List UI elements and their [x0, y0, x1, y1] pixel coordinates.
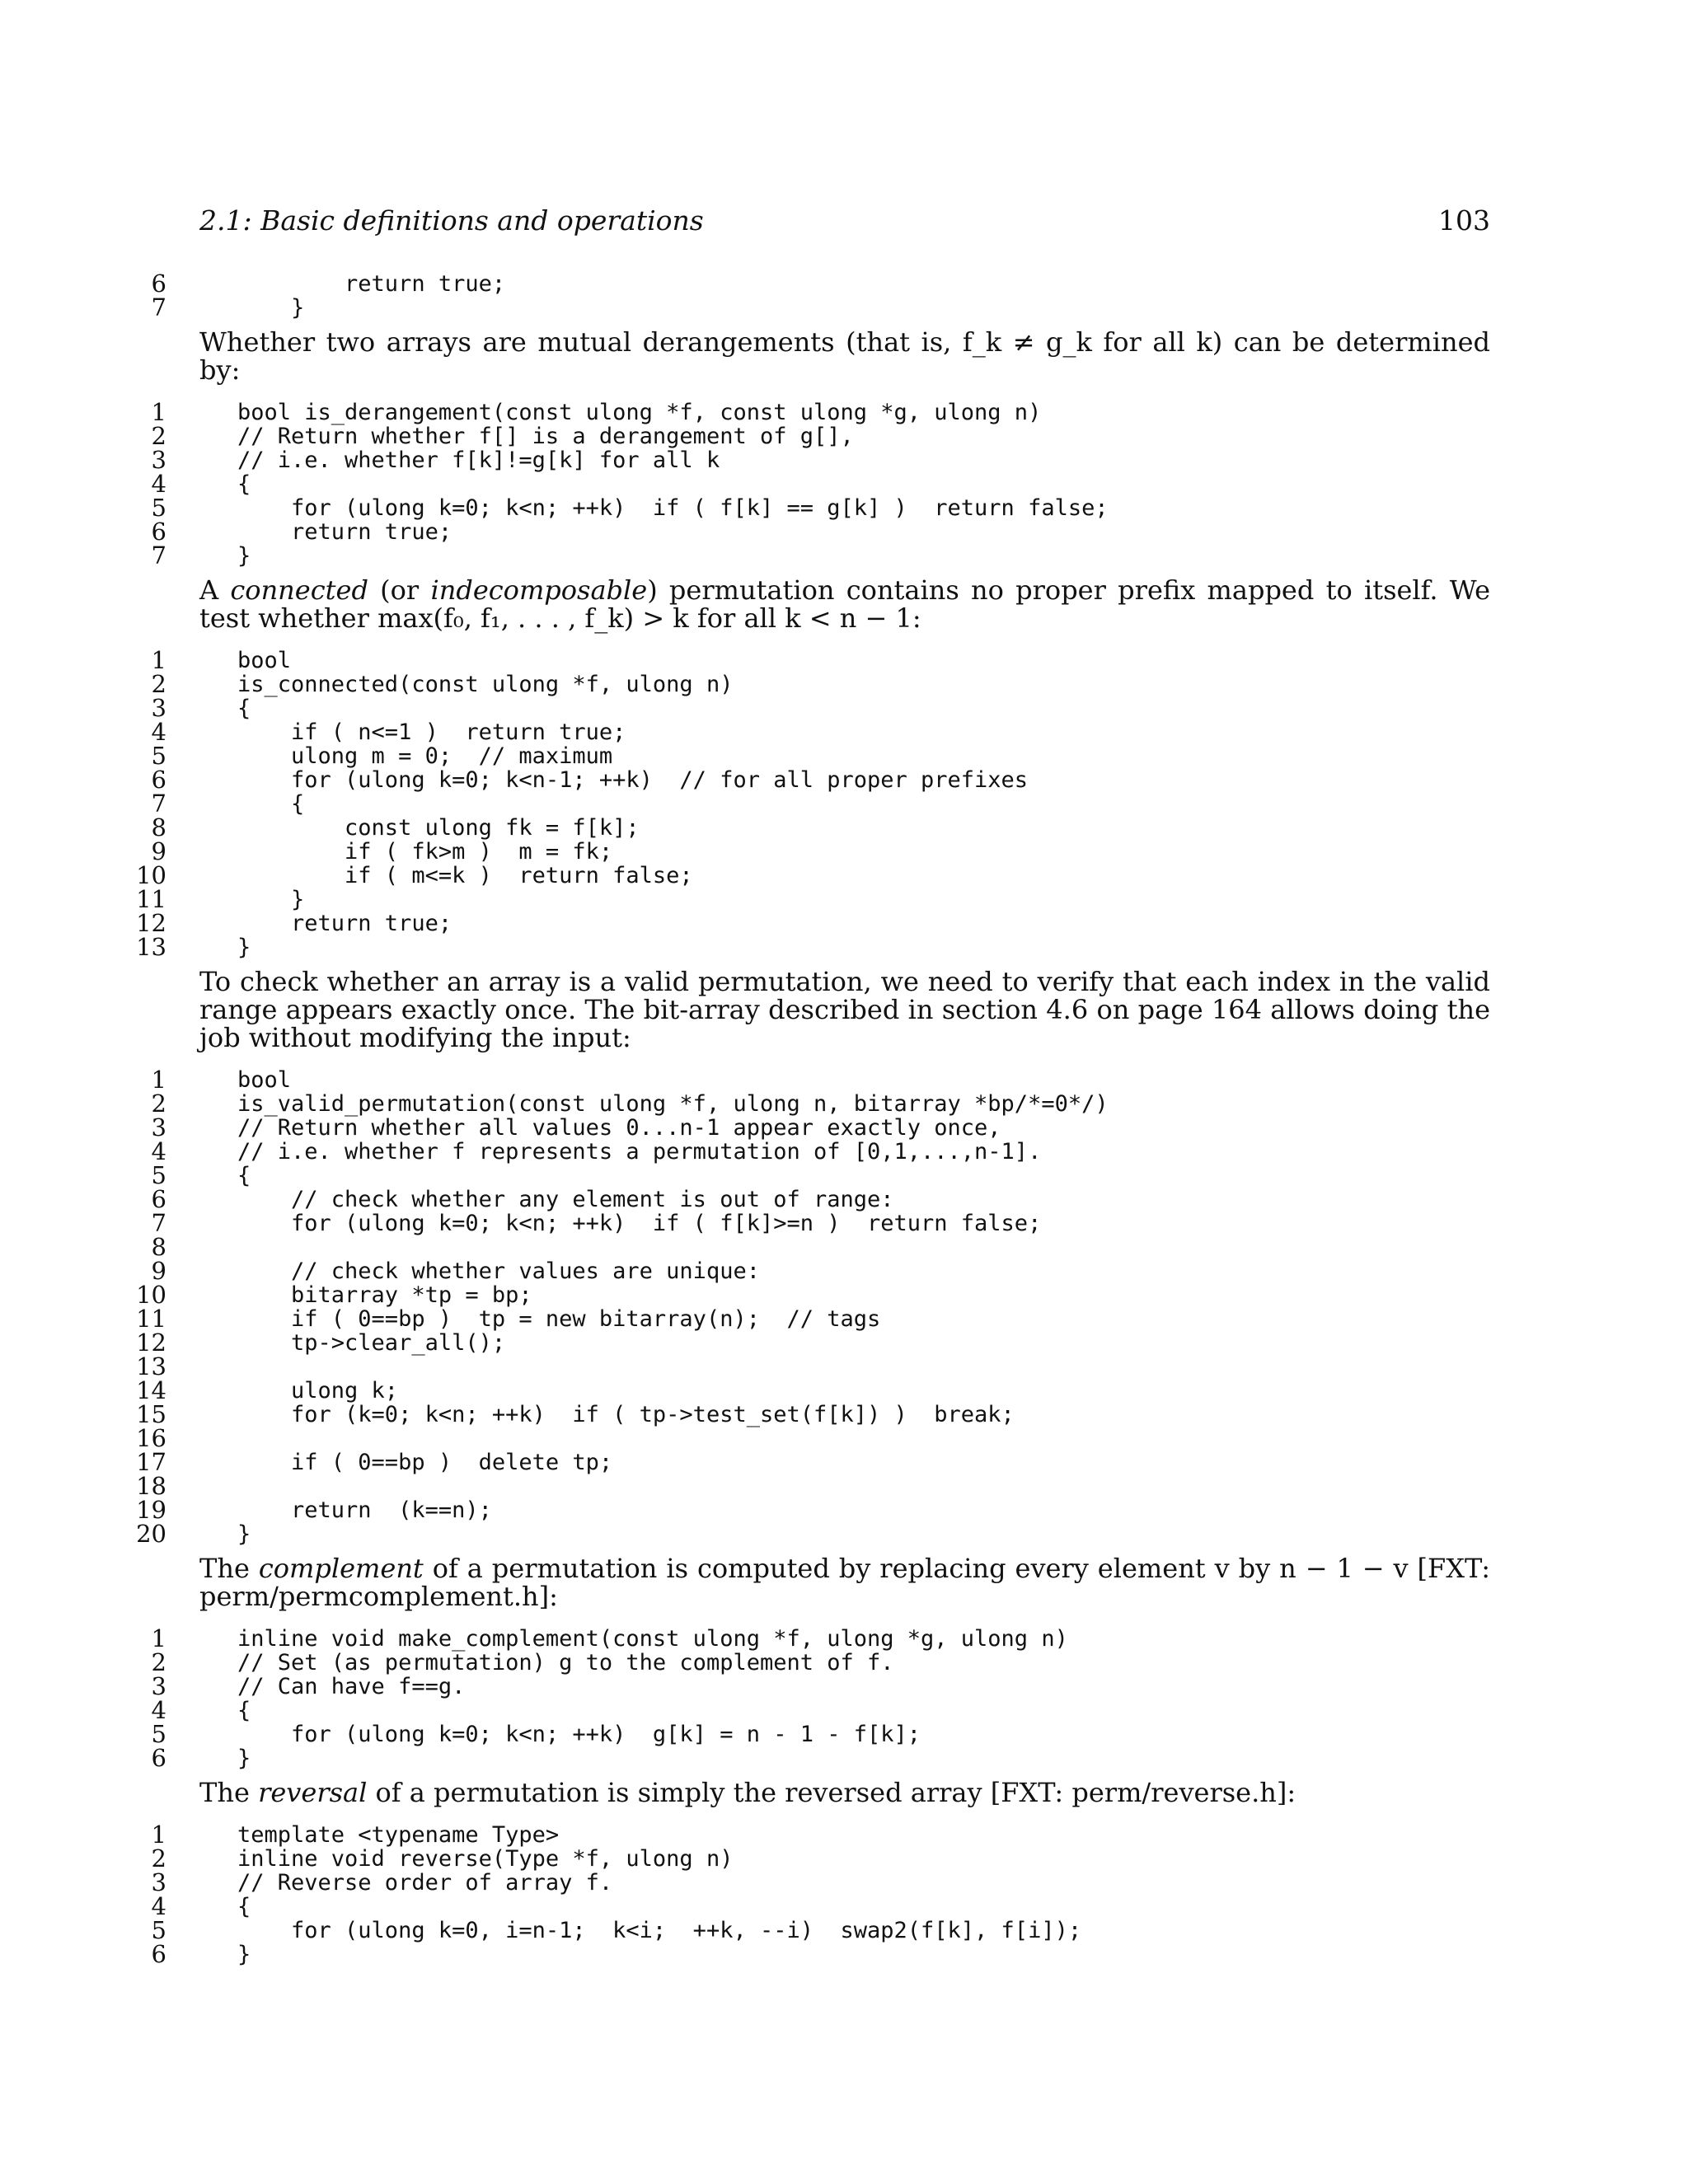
code-line: 4 if ( n<=1 ) return true;: [151, 718, 626, 746]
code-text: bool: [237, 1067, 292, 1093]
code-line: 14 ulong k;: [136, 1376, 399, 1404]
code-line: 12 tp->clear_all();: [136, 1329, 506, 1357]
code-line: 2 // Set (as permutation) g to the complement of f.: [151, 1648, 894, 1676]
code-line: 2 // Return whether f[] is a derangement of g[],: [151, 422, 854, 450]
code-line: 6 }: [151, 1744, 251, 1772]
code-text: }: [237, 1521, 251, 1547]
code-line: 1 bool: [151, 646, 292, 674]
paragraph-valid-permutation: To check whether an array is a valid permutation, we need to verify that each index in the valid range appears exactly once. The bit-array described in section 4.6 on page 164 allows doing the job without modifying the input:: [199, 966, 1490, 1053]
code-line: 13 }: [136, 933, 251, 961]
code-line: 9 // check whether values are unique:: [151, 1257, 760, 1285]
page-body: [136, 269, 1491, 1970]
code-text: // Reverse order of array f.: [237, 1870, 613, 1896]
code-line: 15 for (k=0; k<n; ++k) if ( tp->test_set(f[k]) ) break;: [136, 1400, 1015, 1428]
code-text: {: [237, 696, 251, 721]
term-complement: complement: [258, 1553, 424, 1584]
code-text: for (ulong k=0; k<n; ++k) if ( f[k]>=n ) return false;: [237, 1211, 1042, 1236]
code-listing-0: [151, 269, 1490, 321]
code-line: 8: [151, 1233, 166, 1261]
code-line: 4 // i.e. whether f represents a permutation of [0,1,...,n-1].: [151, 1137, 1042, 1165]
code-text: is_valid_permutation(const ulong *f, ulong n, bitarray *bp/*=0*/): [237, 1091, 1109, 1117]
code-line: 3 // Can have f==g.: [151, 1672, 466, 1700]
code-text: // Set (as permutation) g to the complement of f.: [237, 1650, 894, 1675]
code-line: 9 if ( fk>m ) m = fk;: [151, 837, 613, 865]
code-line: 17 if ( 0==bp ) delete tp;: [136, 1448, 613, 1476]
code-text: const ulong fk = f[k];: [237, 815, 640, 841]
code-text: for (ulong k=0; k<n; ++k) if ( f[k] == g[k] ) return false;: [237, 495, 1109, 521]
code-text: // i.e. whether f represents a permutation of [0,1,...,n-1].: [237, 1139, 1042, 1165]
code-line: 6 return true;: [151, 518, 452, 546]
code-text: for (ulong k=0; k<n; ++k) g[k] = n - 1 - f[k];: [237, 1722, 921, 1747]
paragraph-reversal: The reversal of a permutation is simply the reversed array [FXT: perm/reverse.h]:: [199, 1777, 1296, 1808]
code-text: bool is_derangement(const ulong *f, const ulong *g, ulong n): [237, 400, 1042, 425]
code-line: 5 for (ulong k=0; k<n; ++k) g[k] = n - 1 - f[k];: [151, 1720, 921, 1748]
code-listing-reverse: [151, 1821, 1490, 1968]
code-line: 3 {: [151, 694, 251, 722]
code-text: {: [237, 791, 305, 817]
code-line: 8 const ulong fk = f[k];: [151, 813, 640, 841]
code-line: 6 }: [151, 1940, 251, 1968]
code-text: // Can have f==g.: [237, 1674, 466, 1699]
code-text: bitarray *tp = bp;: [237, 1282, 532, 1308]
code-listing-make-complement: [151, 1624, 1490, 1772]
code-line: 12 return true;: [136, 909, 452, 937]
term-indecomposable: indecomposable: [430, 574, 648, 606]
code-line: 18: [136, 1472, 166, 1500]
code-line: 4 {: [151, 1892, 251, 1920]
code-line: 5 {: [151, 1161, 251, 1189]
code-line: 5 ulong m = 0; // maximum: [151, 742, 613, 770]
code-text: }: [237, 543, 251, 569]
code-text: ulong m = 0; // maximum: [237, 743, 613, 769]
code-text: }: [237, 295, 305, 321]
term-connected: connected: [230, 574, 368, 606]
code-text: if ( fk>m ) m = fk;: [237, 839, 613, 865]
code-text: {: [237, 1698, 251, 1723]
code-text: // i.e. whether f[k]!=g[k] for all k: [237, 448, 720, 473]
code-text: // Return whether all values 0...n-1 appear exactly once,: [237, 1115, 1001, 1141]
code-line: 6 // check whether any element is out of range:: [151, 1185, 894, 1213]
code-text: }: [237, 1746, 251, 1771]
code-text: ulong k;: [237, 1378, 399, 1404]
code-text: {: [237, 1894, 251, 1919]
code-text: }: [237, 887, 305, 912]
running-header: [199, 204, 1490, 244]
code-line: 10 bitarray *tp = bp;: [136, 1281, 532, 1309]
code-line: 19 return (k==n);: [136, 1496, 492, 1524]
code-line: 3 // Reverse order of array f.: [151, 1868, 613, 1896]
code-text: return true;: [237, 911, 452, 936]
code-text: inline void make_complement(const ulong *f, ulong *g, ulong n): [237, 1626, 1068, 1652]
code-text: }: [237, 1942, 251, 1967]
code-line: 1 bool is_derangement(const ulong *f, const ulong *g, ulong n): [151, 398, 1042, 426]
code-line: 1 inline void make_complement(const ulong *f, ulong *g, ulong n): [151, 1624, 1068, 1652]
code-text: if ( n<=1 ) return true;: [237, 719, 626, 745]
code-text: if ( 0==bp ) tp = new bitarray(n); // tags: [237, 1306, 881, 1332]
code-text: // Return whether f[] is a derangement of g[],: [237, 424, 854, 449]
code-line: 3 // i.e. whether f[k]!=g[k] for all k: [151, 446, 720, 474]
code-text: return true;: [237, 271, 506, 297]
paragraph-connected: A connected (or indecomposable) permutation contains no proper prefix mapped to itself. We test whether max(f₀, f₁, . . . , f_k) > k for all k < n − 1:: [199, 574, 1491, 634]
code-listing-is-valid-permutation: [136, 1066, 1490, 1548]
code-text: // check whether any element is out of range:: [237, 1187, 894, 1212]
code-text: if ( m<=k ) return false;: [237, 863, 693, 888]
code-line: 6 return true;: [151, 269, 506, 298]
page-number: 103: [1438, 204, 1490, 237]
code-line: 5 for (ulong k=0, i=n-1; k<i; ++k, --i) swap2(f[k], f[i]);: [151, 1916, 1082, 1944]
code-line: 4 {: [151, 1696, 251, 1724]
code-text: inline void reverse(Type *f, ulong n): [237, 1846, 734, 1872]
code-text: tp->clear_all();: [237, 1330, 506, 1356]
code-text: return (k==n);: [237, 1497, 492, 1523]
code-text: for (ulong k=0, i=n-1; k<i; ++k, --i) swap2(f[k], f[i]);: [237, 1918, 1082, 1943]
code-text: {: [237, 471, 251, 497]
code-line: 7 for (ulong k=0; k<n; ++k) if ( f[k]>=n ) return false;: [151, 1209, 1042, 1237]
code-line: 2 is_connected(const ulong *f, ulong n): [151, 670, 734, 698]
code-text: for (ulong k=0; k<n-1; ++k) // for all proper prefixes: [237, 767, 1029, 793]
code-line: 3 // Return whether all values 0...n-1 appear exactly once,: [151, 1113, 1001, 1141]
code-line: 7 {: [151, 790, 305, 818]
code-line: 6 for (ulong k=0; k<n-1; ++k) // for all proper prefixes: [151, 766, 1029, 794]
code-line: 7 }: [151, 293, 305, 321]
code-line: 20 }: [136, 1520, 251, 1548]
code-line: 5 for (ulong k=0; k<n; ++k) if ( f[k] == g[k] ) return false;: [151, 494, 1109, 522]
code-line: 1 bool: [151, 1066, 292, 1094]
paragraph-complement: The complement of a permutation is computed by replacing every element v by n − 1 − v [FXT: perm/permcomplement.h]:: [199, 1553, 1491, 1612]
code-text: is_connected(const ulong *f, ulong n): [237, 672, 734, 697]
code-text: bool: [237, 648, 292, 673]
code-text: // check whether values are unique:: [237, 1258, 760, 1284]
code-line: 16: [136, 1424, 166, 1452]
code-line: 10 if ( m<=k ) return false;: [136, 861, 693, 889]
code-line: 11 if ( 0==bp ) tp = new bitarray(n); // tags: [136, 1305, 881, 1333]
code-text: if ( 0==bp ) delete tp;: [237, 1450, 613, 1475]
code-line: 7 }: [151, 541, 251, 569]
code-text: for (k=0; k<n; ++k) if ( tp->test_set(f[k]) ) break;: [237, 1402, 1015, 1427]
code-listing-is-connected: [136, 646, 1490, 961]
code-text: }: [237, 935, 251, 960]
section-title: 2.1: Basic definitions and operations: [199, 204, 704, 237]
code-line: 4 {: [151, 470, 251, 498]
code-text: {: [237, 1163, 251, 1188]
code-line: 2 inline void reverse(Type *f, ulong n): [151, 1844, 734, 1872]
code-listing-is-derangement: [151, 398, 1490, 569]
code-line: 11 }: [136, 885, 305, 913]
code-line: 1 template <typename Type>: [151, 1821, 560, 1849]
paragraph-derangement: Whether two arrays are mutual derangements (that is, f_k ≠ g_k for all k) can be determined by:: [199, 326, 1490, 386]
code-text: return true;: [237, 519, 452, 545]
term-reversal: reversal: [258, 1777, 368, 1808]
code-line: 2 is_valid_permutation(const ulong *f, ulong n, bitarray *bp/*=0*/): [151, 1090, 1109, 1118]
code-line: 13: [136, 1352, 166, 1380]
code-text: template <typename Type>: [237, 1822, 560, 1848]
